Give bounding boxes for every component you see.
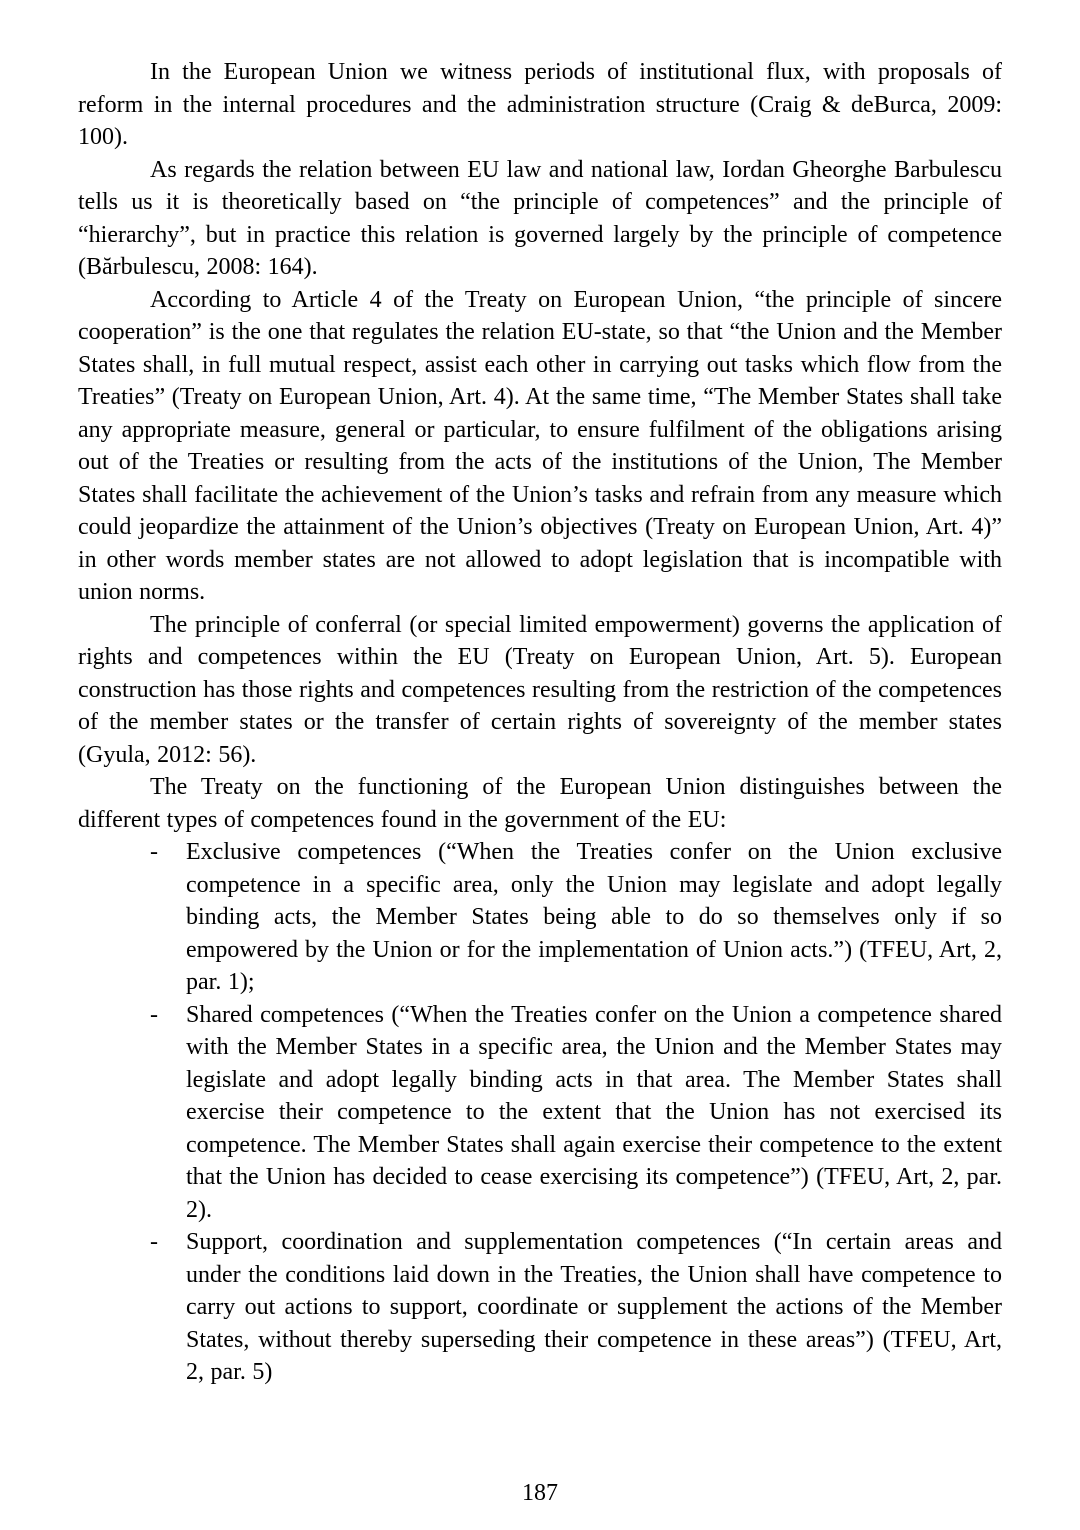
paragraph: The principle of conferral (or special limited empowerment) governs the application of rights and competences within the EU (Treaty on European Union, Art. 5). European construction has those rights and competences resulting from the restriction of the competences of the member states or the transfer of certain rights of sovereignty of the member states (Gyula, 2012: 56). (78, 611, 1002, 768)
paragraph: The Treaty on the functioning of the European Union distinguishes between the different types of competences found in the government of the EU: (78, 774, 1002, 833)
list-bullet: - (150, 1229, 158, 1255)
list-item-text: Shared competences (“When the Treaties confer on the Union a competence shared with the Member States in a specific area, the Union and the Member States may legislate and adopt legally binding acts in that area. The Member States shall exercise their competence to the extent that the Union has not exercised its competence. The Member States shall again exercise their competence to the extent that the Union has decided to cease exercising its competence”) (TFEU, Art, 2, par. 2). (186, 1001, 1002, 1223)
list-item-text: Exclusive competences (“When the Treaties confer on the Union exclusive competence in a specific area, only the Union may legislate and adopt legally binding acts, the Member States being able to do so themselves only if so empowered by the Union or for the implementation of Union acts.”) (TFEU, Art, 2, par. 1); (186, 839, 1002, 995)
paragraph: According to Article 4 of the Treaty on European Union, “the principle of sincere cooperation” is the one that regulates the relation EU-state, so that “the Union and the Member States shall, in full mutual respect, assist each other in carrying out tasks which flow from the Treaties” (Treaty on European Union, Art. 4). At the same time, “The Member States shall take any appropriate measure, general or particular, to ensure fulfilment of the obligations arising out of the Treaties or resulting from the acts of the institutions of the Union, The Member States shall facilitate the achievement of the Union’s tasks and refrain from any measure which could jeopardize the attainment of the Union’s objectives (Treaty on European Union, Art. 4)” in other words member states are not allowed to adopt legislation that is incompatible with union norms. (78, 286, 1002, 605)
list-item (78, 999, 1002, 1227)
paragraph: In the European Union we witness periods of institutional flux, with proposals of reform in the internal procedures and the administration structure (Craig & deBurca, 2009: 100). (78, 59, 1002, 150)
paragraph: As regards the relation between EU law and national law, Iordan Gheorghe Barbulescu tells us it is theoretically based on “the principle of competences” and the principle of “hierarchy”, but in practice this relation is governed largely by the principle of competence (Bărbulescu, 2008: 164). (78, 156, 1002, 280)
page-number: 187 (522, 1480, 558, 1506)
list-item (78, 836, 1002, 999)
list-item (78, 1226, 1002, 1389)
list-bullet: - (150, 1001, 158, 1028)
competences-list (78, 836, 1002, 1389)
list-item-text: Support, coordination and supplementation competences (“In certain areas and under the conditions laid down in the Treaties, the Union shall have competence to carry out actions to support, coordinate or supplement the actions of the Member States, without thereby superseding their competence in these areas”) (TFEU, Art, 2, par. 5) (186, 1229, 1002, 1385)
list-bullet: - (150, 839, 158, 865)
